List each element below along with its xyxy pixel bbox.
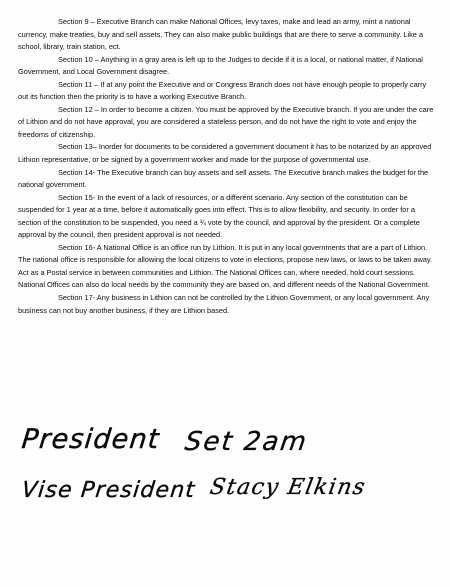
section-17: Section 17- Any business in Lithion can not be controlled by the Lithion Government, or any local government. Any business can not buy another business, if they are Lithion based. (18, 293, 430, 315)
vice-president-label (22, 471, 212, 507)
section-12: Section 12 – In order to become a citizen. You must be approved by the Executive branch. If you are under the care of Lithion and do not have approval, you are considered a stateless person, and do not have the right to vote and enjoy the freedoms of citizenship. (18, 104, 434, 139)
vice-president-signature (208, 466, 382, 506)
section-16: Section 16- A National Office is an office run by Lithion. It is put in any local governments that are a part of Lithion. The national office is responsible for allowing the local citizens to vote in elections, propose new laws, or laws to be taken away. Act as a Postal service in between communities and Lithion. The National Offices can, where needed, hold court sessions. National Offices can also do local needs by the community they are based on, and different needs of the National Government. (18, 242, 433, 290)
president-label (20, 420, 162, 458)
president-signature-handwriting (183, 422, 310, 460)
president-signature (183, 422, 310, 460)
section-10: Section 10 – Anything in a gray area is left up to the Judges to decide if it is a local, or national matter, if National Government, and Local Government disagree. (18, 54, 423, 77)
section-9: Section 9 – Executive Branch can make National Offices, levy taxes, make and lead an army, mint a national currency, make treaties, buy and sell assets. They can also make public buildings that are there to serve a community. Like a school, library, train station, ect. (18, 17, 424, 52)
vice-president-label-text: Vise President (20, 478, 197, 503)
president-signature-text: Set 2am (183, 427, 310, 457)
section-14: Section 14- The Executive branch can buy assets and sell assets. The Executive branch makes the budget for the national government. (18, 167, 429, 190)
vice-president-signature-handwriting (208, 466, 382, 506)
section-list (18, 16, 436, 317)
section-11: Section 11 – If at any point the Executive and or Congress Branch does not have enough people to properly carry out its function then the priority is to have a working Executive Branch. (18, 79, 427, 102)
section-13: Section 13– Inorder for documents to be considered a government document it has to be notarized by an approved Lithion representative, or be signed by a government worker and made for the purpose of governmental use. (18, 142, 432, 165)
vice-president-label-handwriting (22, 471, 212, 507)
vice-president-signature-text: Stacy Elkins (208, 474, 369, 500)
president-label-text: President (20, 424, 162, 455)
section-15: Section 15- In the event of a lack of resources, or a different scenario. Any section of the constitution can be suspended for 1 year at a time, before it automatically goes into effect. This is to allow flexibility, and security. In order for a section of the constitution to be suspended, you need a ¾ vote by the council, and approval by the president. Or a complete approval by the council, then president approval is not needed. (18, 192, 420, 240)
president-label-handwriting (20, 420, 162, 458)
